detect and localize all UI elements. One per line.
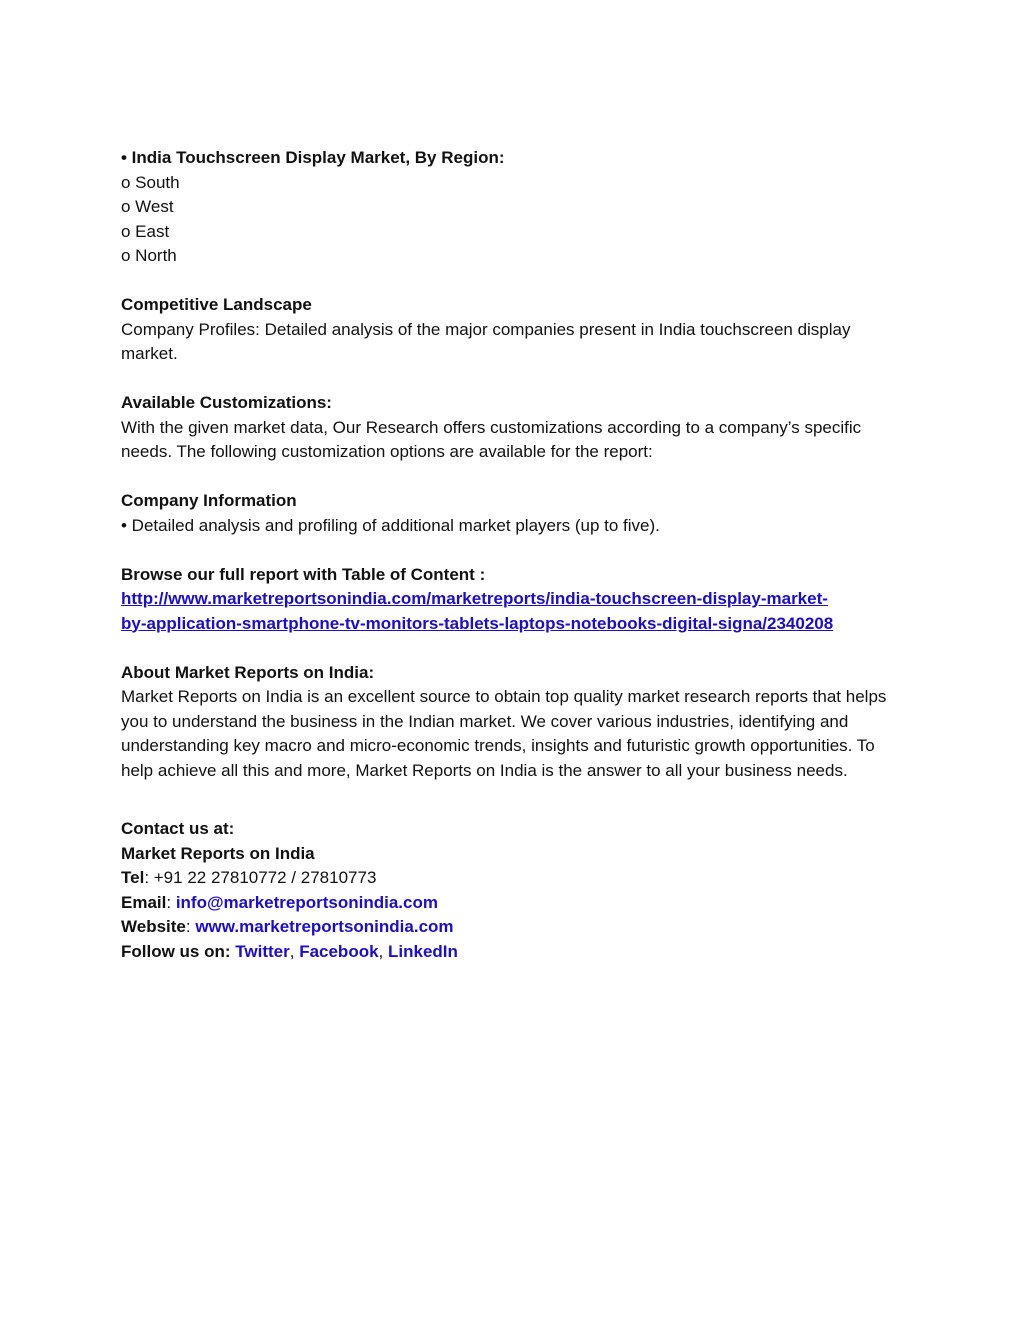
website-label: Website (121, 917, 186, 936)
region-item-north: o North (121, 246, 177, 265)
email-separator: : (166, 892, 176, 912)
about-heading: About Market Reports on India: (121, 662, 375, 682)
comma-separator: , (378, 941, 388, 961)
website-separator: : (185, 917, 196, 936)
report-url-link-line1[interactable]: http://www.marketreportsonindia.com/marketreports/india-touchscreen-display-market- (121, 589, 828, 608)
email-label: Email (121, 892, 167, 912)
company-info-heading: Company Information (121, 491, 297, 510)
browse-heading: Browse our full report with Table of Content : (121, 564, 486, 584)
website-link[interactable]: www.marketreportsonindia.com (195, 917, 454, 936)
customizations-body: With the given market data, Our Research offers customizations according to a company’s specific needs. The following customization options are available for the report: (121, 417, 862, 461)
contact-tel-row (121, 866, 911, 891)
spacer (121, 538, 911, 563)
competitive-heading: Competitive Landscape (121, 295, 312, 314)
region-item-west: o West (121, 197, 174, 216)
region-item-south: o South (121, 172, 180, 192)
email-link[interactable]: info@marketreportsonindia.com (175, 892, 438, 912)
contact-follow-row (121, 940, 911, 965)
about-body: Market Reports on India is an excellent source to obtain top quality market research reports that helps you to understand the business in the Indian market. We cover various industries, identifying and understanding key macro and micro-economic trends, insights and futuristic growth opportunities. To help achieve all this and more, Market Reports on India is the answer to all your business needs. (121, 687, 887, 780)
comma-separator: , (289, 941, 300, 961)
customizations-heading: Available Customizations: (121, 393, 332, 412)
twitter-link[interactable]: Twitter (235, 941, 290, 961)
company-info-item: • Detailed analysis and profiling of additional market players (up to five). (121, 515, 660, 535)
document-page (121, 146, 911, 964)
region-item-east: o East (121, 221, 170, 241)
contact-heading: Contact us at: (121, 819, 235, 838)
facebook-link[interactable]: Facebook (299, 941, 379, 961)
report-url-link-line2[interactable]: by-application-smartphone-tv-monitors-tablets-laptops-notebooks-digital-signa/2340208 (121, 613, 834, 633)
tel-value: : +91 22 27810772 / 27810773 (144, 868, 377, 887)
linkedin-link[interactable]: LinkedIn (388, 941, 458, 961)
contact-company: Market Reports on India (121, 843, 315, 863)
contact-email-row (121, 891, 911, 916)
follow-label: Follow us on: (121, 941, 236, 961)
region-heading: • India Touchscreen Display Market, By Region: (121, 148, 505, 167)
contact-website-row (121, 915, 911, 940)
spacer (121, 269, 911, 294)
spacer (121, 783, 911, 817)
spacer (121, 465, 911, 490)
competitive-body: Company Profiles: Detailed analysis of the major companies present in India touchscreen display market. (121, 319, 851, 363)
spacer (121, 636, 911, 661)
tel-label: Tel (121, 868, 145, 887)
spacer (121, 367, 911, 392)
